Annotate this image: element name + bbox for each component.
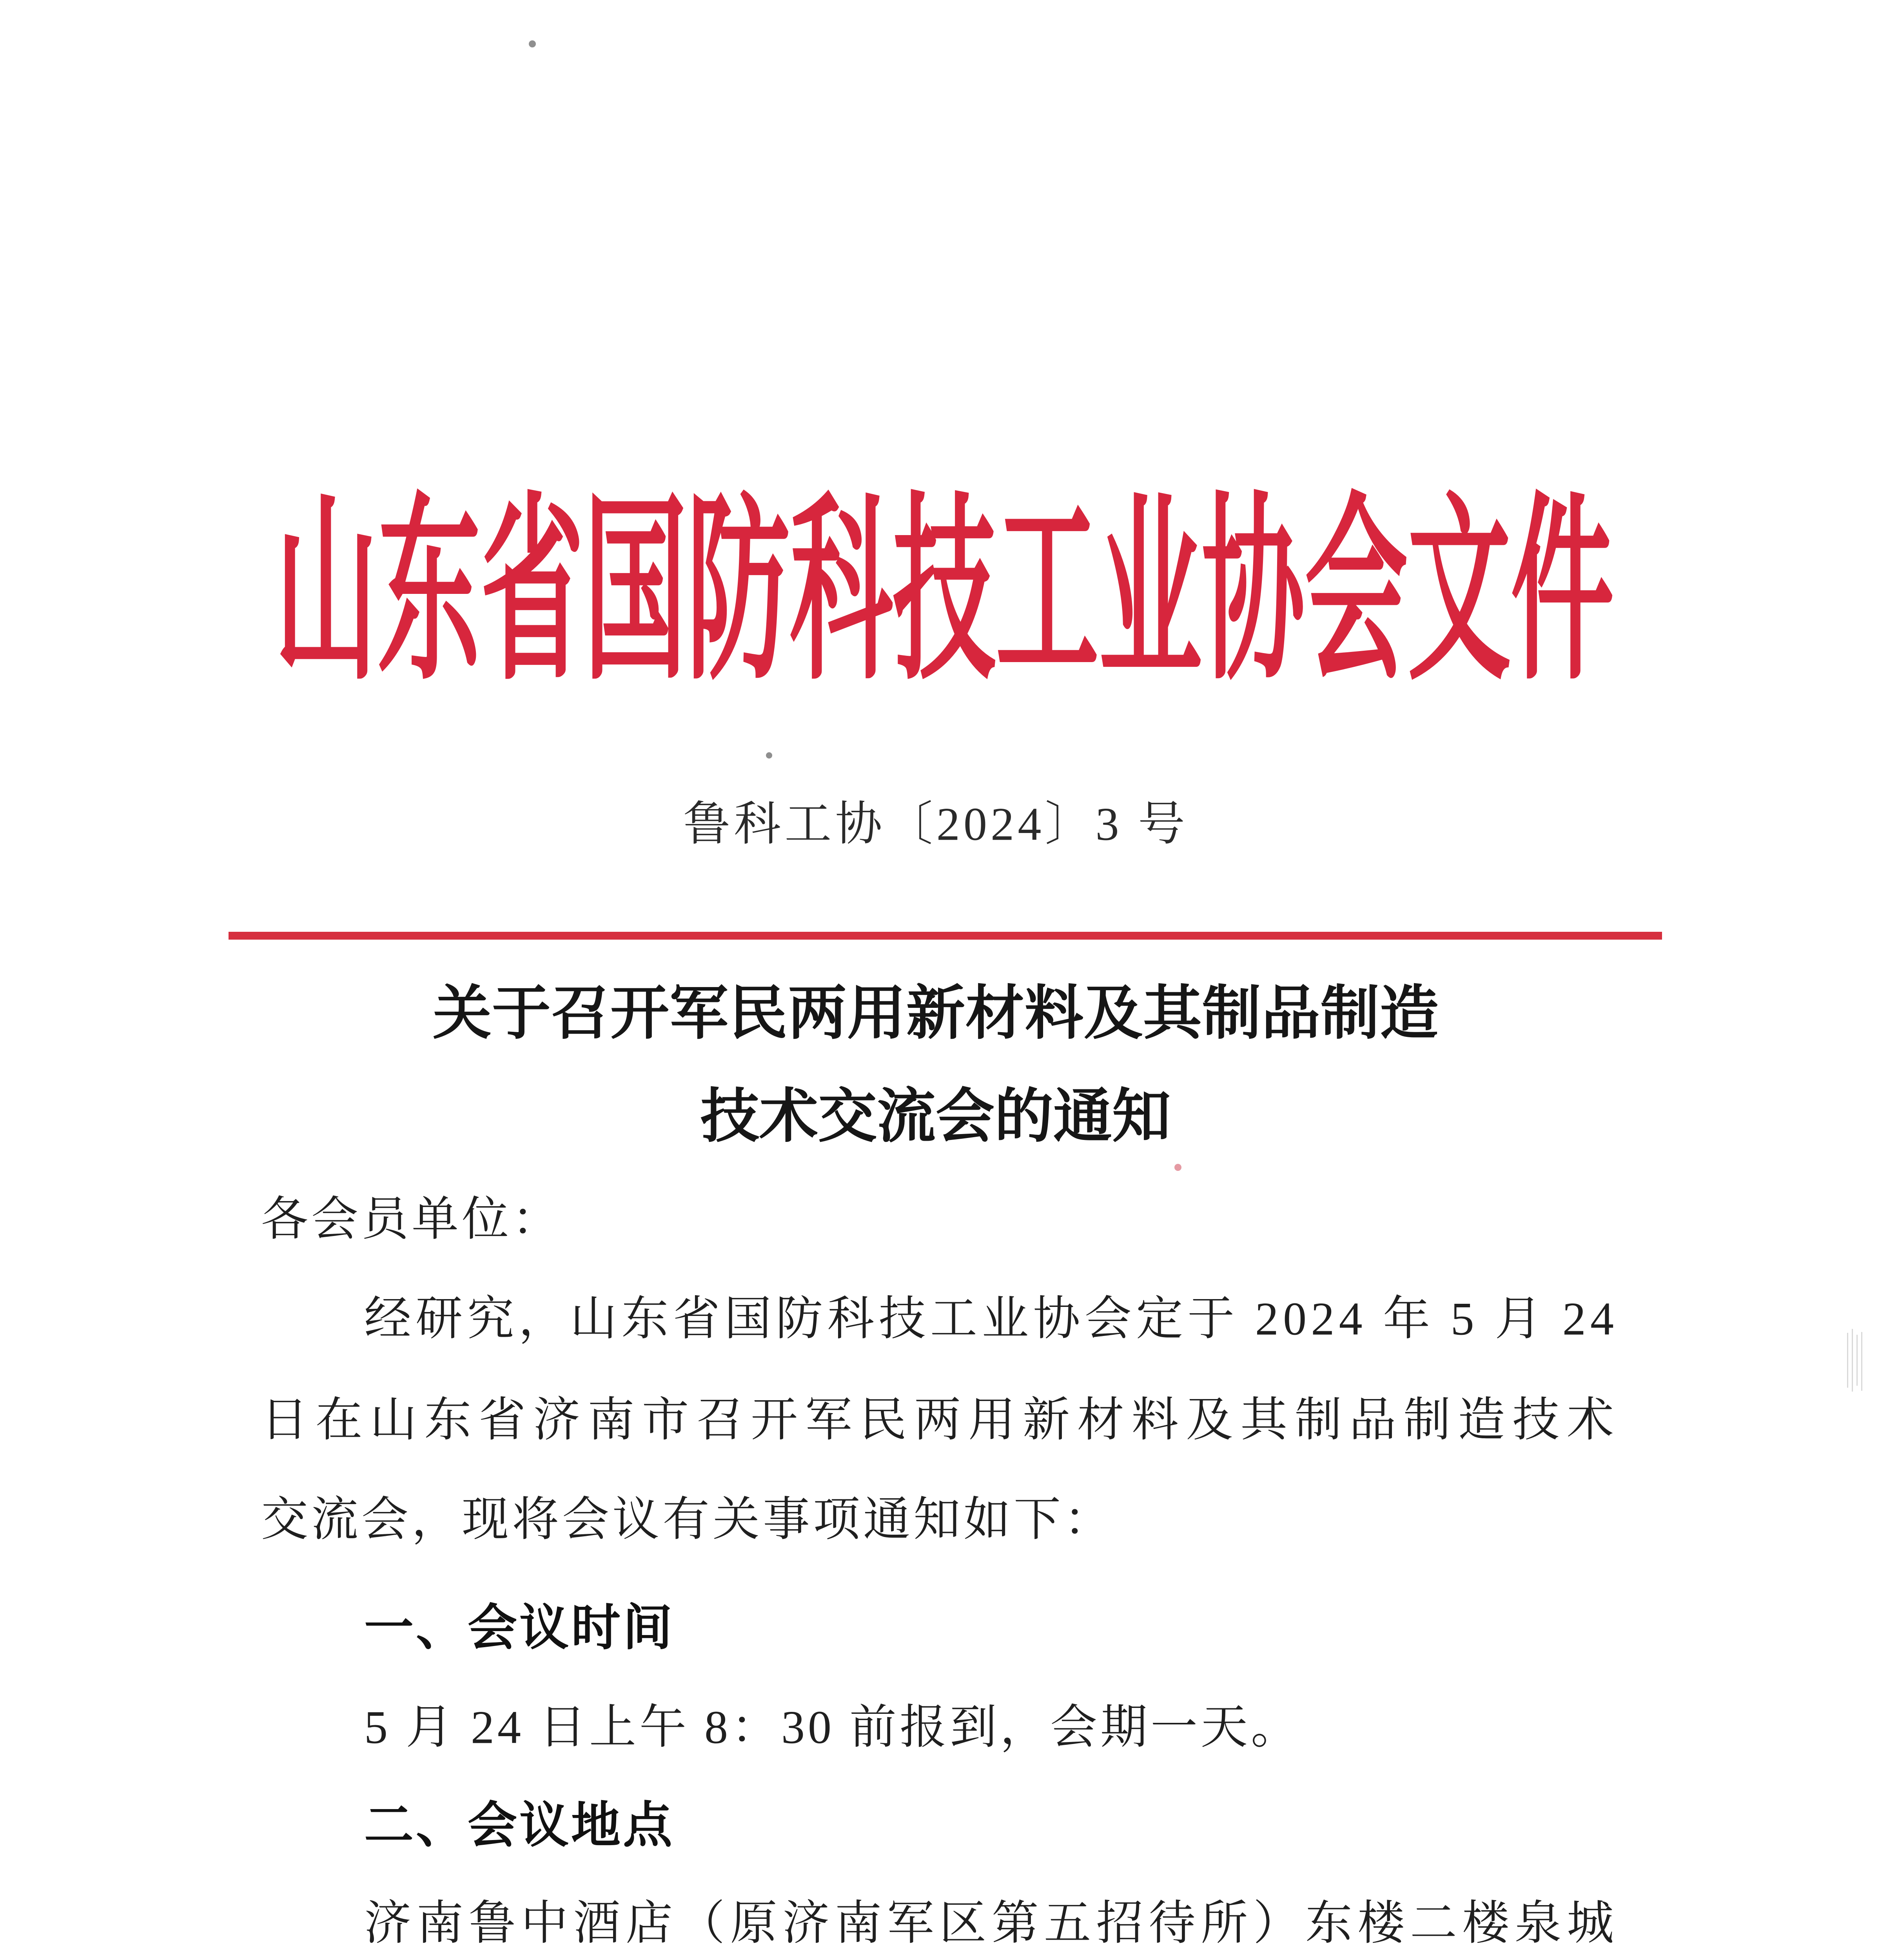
issuer-header-title: 山东省国防科技工业协会文件 xyxy=(275,472,1614,708)
salutation: 各会员单位： xyxy=(261,1193,562,1245)
document-number: 鲁科工协〔2024〕3 号 xyxy=(683,798,1185,850)
scan-speck xyxy=(529,40,536,47)
meeting-time-line-1: 5 月 24 日上午 8：30 前报到，会期一天。 xyxy=(364,1701,1301,1753)
notice-title-line-2: 技术交流会的通知 xyxy=(700,1082,1171,1151)
red-separator-rule xyxy=(229,932,1662,940)
scan-speck xyxy=(766,752,772,759)
section-heading-meeting-time: 一、会议时间 xyxy=(364,1599,675,1657)
notice-title-line-1: 关于召开军民两用新材料及其制品制造 xyxy=(433,978,1439,1047)
scan-edge-mark xyxy=(1856,1335,1858,1386)
intro-paragraph-line-3: 交流会，现将会议有关事项通知如下： xyxy=(261,1493,1114,1546)
meeting-venue-line-1: 济南鲁中酒店（原济南军区第五招待所）东楼二楼泉城 xyxy=(364,1897,1614,1949)
intro-paragraph-line-1: 经研究，山东省国防科技工业协会定于 2024 年 5 月 24 xyxy=(364,1292,1614,1345)
scan-edge-mark xyxy=(1861,1332,1862,1391)
scan-edge-mark xyxy=(1852,1329,1853,1392)
section-heading-meeting-venue: 二、会议地点 xyxy=(364,1796,675,1854)
scan-edge-marks xyxy=(1847,1329,1862,1392)
intro-paragraph-line-2: 日在山东省济南市召开军民两用新材料及其制品制造技术 xyxy=(261,1394,1614,1446)
scan-edge-mark xyxy=(1847,1333,1848,1388)
scan-speck xyxy=(1174,1164,1181,1171)
